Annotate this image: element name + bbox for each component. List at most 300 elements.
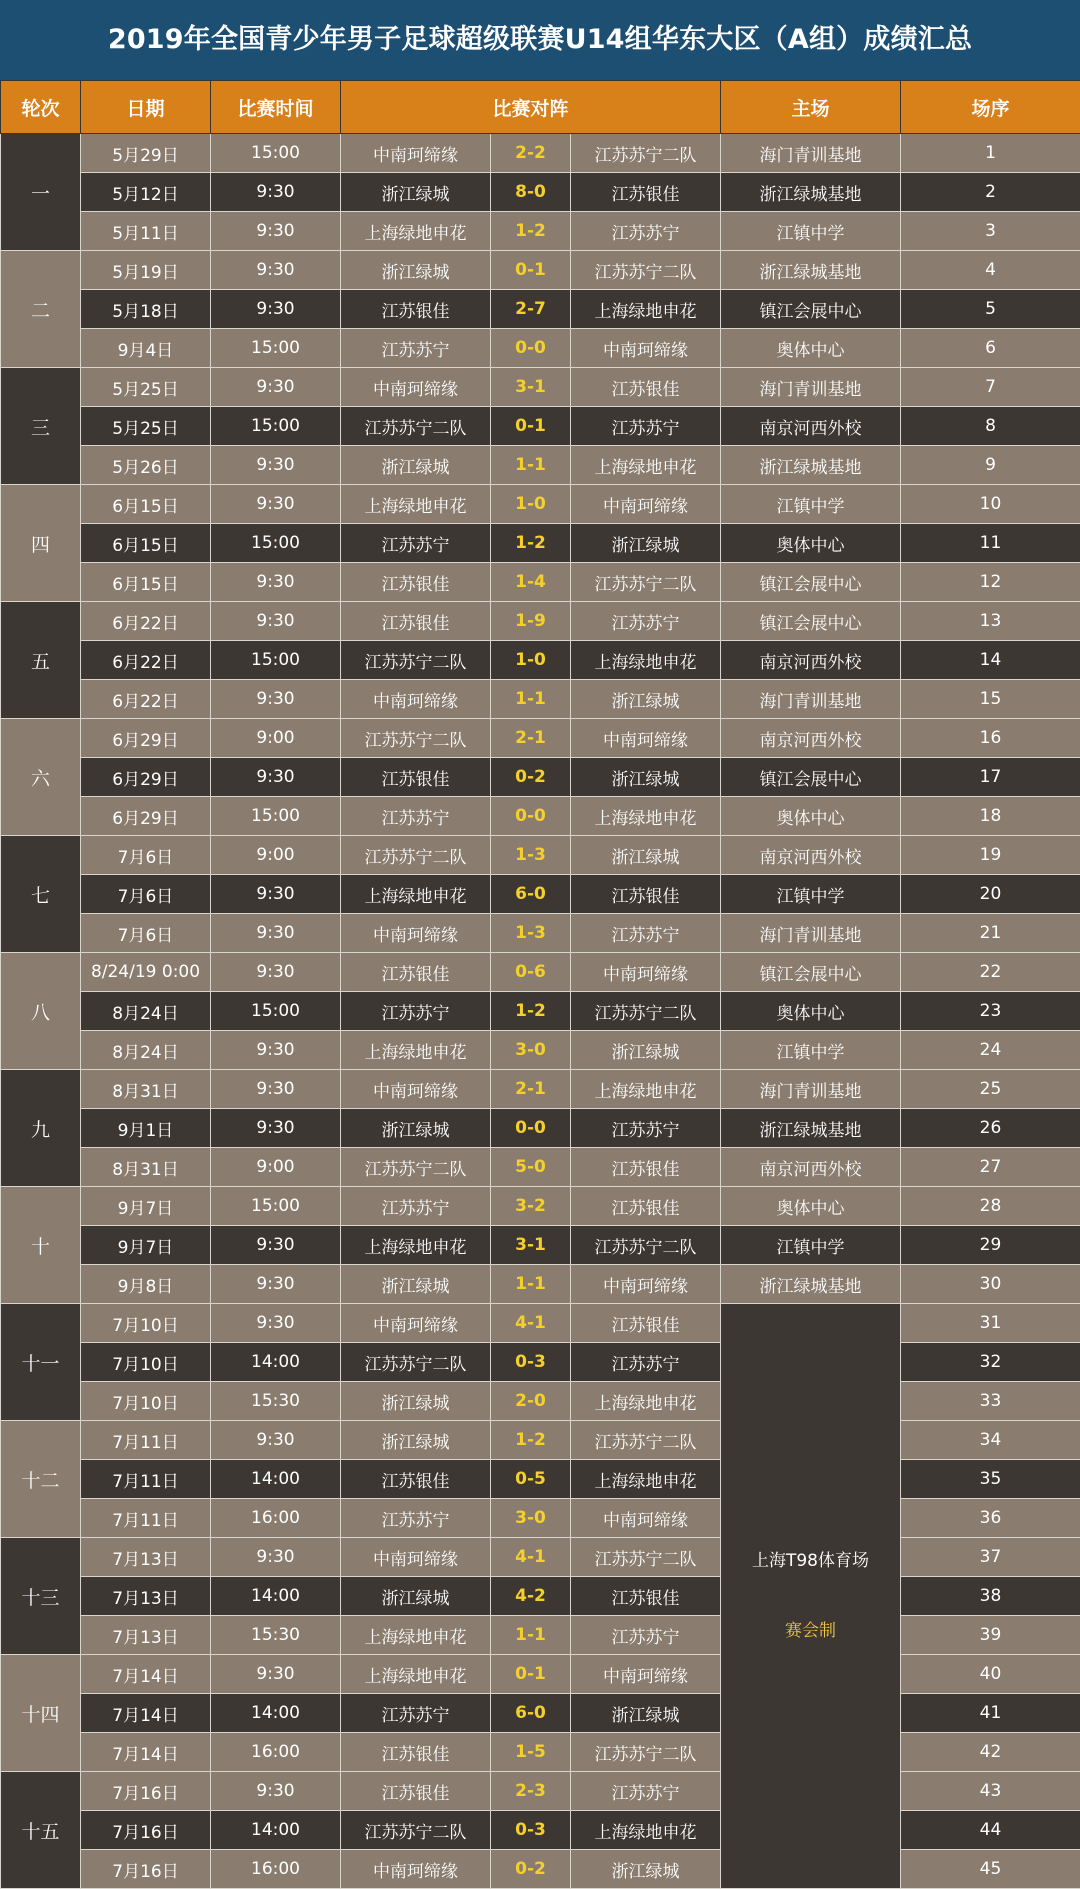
match-order: 44 <box>901 1811 1080 1850</box>
away-team: 江苏苏宁 <box>571 212 721 251</box>
away-team: 江苏苏宁 <box>571 407 721 446</box>
match-date: 7月13日 <box>81 1577 211 1616</box>
match-time: 9:30 <box>211 1421 341 1460</box>
away-team: 江苏苏宁 <box>571 1616 721 1655</box>
table-row <box>1 1109 1080 1148</box>
away-team: 江苏苏宁 <box>571 1109 721 1148</box>
match-time: 15:30 <box>211 1616 341 1655</box>
table-row <box>1 641 1080 680</box>
table-row <box>1 1577 1080 1616</box>
away-team: 上海绿地申花 <box>571 446 721 485</box>
home-team: 江苏苏宁二队 <box>341 1343 491 1382</box>
match-time: 9:30 <box>211 368 341 407</box>
away-team: 江苏苏宁 <box>571 1343 721 1382</box>
match-order: 41 <box>901 1694 1080 1733</box>
table-row <box>1 1226 1080 1265</box>
home-team: 江苏苏宁 <box>341 992 491 1031</box>
table-row <box>1 953 1080 992</box>
away-team: 江苏银佳 <box>571 368 721 407</box>
home-team: 浙江绿城 <box>341 173 491 212</box>
home-team: 浙江绿城 <box>341 1421 491 1460</box>
match-order: 27 <box>901 1148 1080 1187</box>
match-date: 6月22日 <box>81 680 211 719</box>
match-time: 9:30 <box>211 1304 341 1343</box>
away-team: 江苏银佳 <box>571 1187 721 1226</box>
match-order: 30 <box>901 1265 1080 1304</box>
away-team: 浙江绿城 <box>571 1031 721 1070</box>
match-score: 5-0 <box>491 1148 571 1187</box>
match-time: 9:00 <box>211 836 341 875</box>
match-score: 1-4 <box>491 563 571 602</box>
home-team: 江苏银佳 <box>341 758 491 797</box>
table-row <box>1 1733 1080 1772</box>
table-row <box>1 1187 1080 1226</box>
table-row <box>1 173 1080 212</box>
home-team: 江苏苏宁二队 <box>341 1148 491 1187</box>
match-order: 2 <box>901 173 1080 212</box>
match-date: 6月29日 <box>81 758 211 797</box>
match-venue: 南京河西外校 <box>721 641 901 680</box>
merged-venue-name: 上海T98体育场 <box>721 1547 900 1575</box>
round-cell: 二 <box>1 251 81 368</box>
match-order: 5 <box>901 290 1080 329</box>
home-team: 浙江绿城 <box>341 446 491 485</box>
match-order: 4 <box>901 251 1080 290</box>
match-order: 10 <box>901 485 1080 524</box>
match-order: 7 <box>901 368 1080 407</box>
match-order: 28 <box>901 1187 1080 1226</box>
away-team: 江苏苏宁二队 <box>571 563 721 602</box>
away-team: 上海绿地申花 <box>571 797 721 836</box>
match-time: 15:00 <box>211 797 341 836</box>
table-row <box>1 1382 1080 1421</box>
table-row <box>1 1772 1080 1811</box>
home-team: 中南珂缔缘 <box>341 1538 491 1577</box>
match-time: 16:00 <box>211 1850 341 1889</box>
match-venue: 江镇中学 <box>721 875 901 914</box>
away-team: 浙江绿城 <box>571 758 721 797</box>
home-team: 浙江绿城 <box>341 251 491 290</box>
match-score: 0-1 <box>491 1655 571 1694</box>
away-team: 江苏苏宁二队 <box>571 992 721 1031</box>
match-score: 0-2 <box>491 758 571 797</box>
home-team: 上海绿地申花 <box>341 1226 491 1265</box>
match-score: 2-1 <box>491 719 571 758</box>
match-venue: 奥体中心 <box>721 329 901 368</box>
match-venue: 海门青训基地 <box>721 134 901 173</box>
home-team: 江苏苏宁二队 <box>341 407 491 446</box>
merged-venue-cell <box>721 1304 901 1889</box>
table-row <box>1 563 1080 602</box>
header-matchup: 比赛对阵 <box>341 81 721 134</box>
home-team: 上海绿地申花 <box>341 485 491 524</box>
away-team: 浙江绿城 <box>571 680 721 719</box>
away-team: 江苏苏宁二队 <box>571 1421 721 1460</box>
match-date: 7月16日 <box>81 1772 211 1811</box>
match-score: 1-0 <box>491 485 571 524</box>
match-time: 16:00 <box>211 1499 341 1538</box>
match-score: 1-5 <box>491 1733 571 1772</box>
match-date: 5月29日 <box>81 134 211 173</box>
home-team: 浙江绿城 <box>341 1109 491 1148</box>
match-order: 20 <box>901 875 1080 914</box>
home-team: 江苏苏宁 <box>341 1187 491 1226</box>
home-team: 江苏苏宁二队 <box>341 836 491 875</box>
table-row <box>1 407 1080 446</box>
match-date: 5月25日 <box>81 407 211 446</box>
round-cell: 五 <box>1 602 81 719</box>
match-order: 16 <box>901 719 1080 758</box>
match-date: 8月24日 <box>81 992 211 1031</box>
match-date: 7月16日 <box>81 1850 211 1889</box>
match-score: 0-0 <box>491 1109 571 1148</box>
round-cell: 九 <box>1 1070 81 1187</box>
away-team: 浙江绿城 <box>571 836 721 875</box>
match-time: 9:30 <box>211 563 341 602</box>
away-team: 浙江绿城 <box>571 1694 721 1733</box>
match-date: 6月15日 <box>81 524 211 563</box>
match-time: 9:30 <box>211 914 341 953</box>
match-venue: 镇江会展中心 <box>721 290 901 329</box>
home-team: 江苏苏宁 <box>341 329 491 368</box>
match-time: 15:30 <box>211 1382 341 1421</box>
match-time: 9:30 <box>211 1070 341 1109</box>
home-team: 江苏苏宁二队 <box>341 641 491 680</box>
away-team: 江苏苏宁 <box>571 914 721 953</box>
match-time: 14:00 <box>211 1811 341 1850</box>
match-score: 1-1 <box>491 680 571 719</box>
match-time: 9:30 <box>211 1031 341 1070</box>
match-venue: 奥体中心 <box>721 1187 901 1226</box>
match-venue: 浙江绿城基地 <box>721 173 901 212</box>
away-team: 中南珂缔缘 <box>571 719 721 758</box>
match-venue: 镇江会展中心 <box>721 602 901 641</box>
match-order: 37 <box>901 1538 1080 1577</box>
match-score: 4-1 <box>491 1304 571 1343</box>
header-date: 日期 <box>81 81 211 134</box>
match-score: 3-0 <box>491 1031 571 1070</box>
match-score: 8-0 <box>491 173 571 212</box>
match-order: 43 <box>901 1772 1080 1811</box>
table-row <box>1 1343 1080 1382</box>
match-date: 6月15日 <box>81 485 211 524</box>
match-date: 9月8日 <box>81 1265 211 1304</box>
match-date: 9月1日 <box>81 1109 211 1148</box>
match-time: 14:00 <box>211 1577 341 1616</box>
match-venue: 南京河西外校 <box>721 719 901 758</box>
match-time: 15:00 <box>211 992 341 1031</box>
match-score: 1-2 <box>491 1421 571 1460</box>
match-time: 9:30 <box>211 173 341 212</box>
table-row <box>1 1616 1080 1655</box>
match-order: 42 <box>901 1733 1080 1772</box>
match-order: 31 <box>901 1304 1080 1343</box>
match-time: 14:00 <box>211 1460 341 1499</box>
header-order: 场序 <box>901 81 1080 134</box>
match-venue: 南京河西外校 <box>721 407 901 446</box>
match-order: 19 <box>901 836 1080 875</box>
match-venue: 江镇中学 <box>721 1226 901 1265</box>
match-order: 24 <box>901 1031 1080 1070</box>
match-score: 1-0 <box>491 641 571 680</box>
match-date: 8/24/19 0:00 <box>81 953 211 992</box>
match-date: 7月14日 <box>81 1694 211 1733</box>
match-order: 11 <box>901 524 1080 563</box>
match-order: 35 <box>901 1460 1080 1499</box>
match-venue: 镇江会展中心 <box>721 953 901 992</box>
away-team: 江苏苏宁二队 <box>571 1226 721 1265</box>
match-date: 6月22日 <box>81 602 211 641</box>
home-team: 江苏银佳 <box>341 563 491 602</box>
away-team: 江苏苏宁二队 <box>571 134 721 173</box>
away-team: 江苏苏宁 <box>571 1772 721 1811</box>
match-order: 33 <box>901 1382 1080 1421</box>
away-team: 中南珂缔缘 <box>571 953 721 992</box>
match-score: 3-2 <box>491 1187 571 1226</box>
home-team: 江苏苏宁 <box>341 1499 491 1538</box>
match-order: 40 <box>901 1655 1080 1694</box>
match-time: 15:00 <box>211 329 341 368</box>
home-team: 江苏银佳 <box>341 602 491 641</box>
away-team: 中南珂缔缘 <box>571 1265 721 1304</box>
round-cell: 十三 <box>1 1538 81 1655</box>
match-venue: 镇江会展中心 <box>721 758 901 797</box>
table-row <box>1 290 1080 329</box>
home-team: 江苏苏宁 <box>341 524 491 563</box>
match-time: 16:00 <box>211 1733 341 1772</box>
match-time: 15:00 <box>211 134 341 173</box>
header-time: 比赛时间 <box>211 81 341 134</box>
match-date: 7月11日 <box>81 1499 211 1538</box>
header-round: 轮次 <box>1 81 81 134</box>
match-score: 1-3 <box>491 836 571 875</box>
away-team: 江苏苏宁二队 <box>571 1733 721 1772</box>
match-score: 1-2 <box>491 524 571 563</box>
match-order: 34 <box>901 1421 1080 1460</box>
match-date: 7月10日 <box>81 1304 211 1343</box>
match-score: 1-1 <box>491 446 571 485</box>
table-row <box>1 680 1080 719</box>
match-order: 9 <box>901 446 1080 485</box>
match-date: 7月10日 <box>81 1343 211 1382</box>
match-score: 2-3 <box>491 1772 571 1811</box>
round-cell: 六 <box>1 719 81 836</box>
match-score: 1-9 <box>491 602 571 641</box>
match-venue: 南京河西外校 <box>721 836 901 875</box>
match-order: 15 <box>901 680 1080 719</box>
match-score: 0-6 <box>491 953 571 992</box>
table-row <box>1 524 1080 563</box>
match-date: 8月31日 <box>81 1070 211 1109</box>
table-row <box>1 1460 1080 1499</box>
away-team: 江苏苏宁二队 <box>571 251 721 290</box>
table-row <box>1 1655 1080 1694</box>
match-score: 1-2 <box>491 992 571 1031</box>
match-order: 25 <box>901 1070 1080 1109</box>
away-team: 上海绿地申花 <box>571 290 721 329</box>
match-time: 9:30 <box>211 1226 341 1265</box>
match-date: 7月14日 <box>81 1733 211 1772</box>
match-venue: 奥体中心 <box>721 524 901 563</box>
match-venue: 奥体中心 <box>721 992 901 1031</box>
home-team: 上海绿地申花 <box>341 1031 491 1070</box>
match-score: 0-3 <box>491 1343 571 1382</box>
match-venue: 江镇中学 <box>721 212 901 251</box>
home-team: 中南珂缔缘 <box>341 1070 491 1109</box>
match-time: 15:00 <box>211 1187 341 1226</box>
match-order: 6 <box>901 329 1080 368</box>
match-date: 6月29日 <box>81 719 211 758</box>
match-date: 7月13日 <box>81 1538 211 1577</box>
table-row <box>1 797 1080 836</box>
away-team: 中南珂缔缘 <box>571 1655 721 1694</box>
match-score: 3-1 <box>491 368 571 407</box>
match-date: 7月6日 <box>81 836 211 875</box>
home-team: 江苏苏宁 <box>341 797 491 836</box>
table-row <box>1 1304 1080 1343</box>
match-date: 7月14日 <box>81 1655 211 1694</box>
away-team: 上海绿地申花 <box>571 1460 721 1499</box>
table-row <box>1 1421 1080 1460</box>
away-team: 江苏苏宁 <box>571 602 721 641</box>
header-venue: 主场 <box>721 81 901 134</box>
table-row <box>1 212 1080 251</box>
match-date: 7月13日 <box>81 1616 211 1655</box>
match-time: 15:00 <box>211 524 341 563</box>
home-team: 上海绿地申花 <box>341 875 491 914</box>
match-score: 2-7 <box>491 290 571 329</box>
match-order: 17 <box>901 758 1080 797</box>
match-score: 2-2 <box>491 134 571 173</box>
away-team: 上海绿地申花 <box>571 1811 721 1850</box>
match-score: 2-1 <box>491 1070 571 1109</box>
match-date: 5月11日 <box>81 212 211 251</box>
match-venue: 海门青训基地 <box>721 914 901 953</box>
match-time: 9:30 <box>211 1265 341 1304</box>
away-team: 浙江绿城 <box>571 524 721 563</box>
home-team: 中南珂缔缘 <box>341 680 491 719</box>
match-date: 7月11日 <box>81 1460 211 1499</box>
table-row <box>1 914 1080 953</box>
round-cell: 十四 <box>1 1655 81 1772</box>
table-row <box>1 836 1080 875</box>
match-date: 6月22日 <box>81 641 211 680</box>
table-row <box>1 875 1080 914</box>
match-order: 23 <box>901 992 1080 1031</box>
home-team: 江苏银佳 <box>341 1772 491 1811</box>
match-venue: 镇江会展中心 <box>721 563 901 602</box>
table-row <box>1 1499 1080 1538</box>
match-order: 36 <box>901 1499 1080 1538</box>
match-score: 0-0 <box>491 329 571 368</box>
match-time: 14:00 <box>211 1343 341 1382</box>
round-cell: 十五 <box>1 1772 81 1889</box>
table-row <box>1 1811 1080 1850</box>
home-team: 中南珂缔缘 <box>341 1850 491 1889</box>
match-venue: 浙江绿城基地 <box>721 446 901 485</box>
match-date: 6月29日 <box>81 797 211 836</box>
match-time: 15:00 <box>211 407 341 446</box>
table-row <box>1 1031 1080 1070</box>
match-score: 0-5 <box>491 1460 571 1499</box>
page-title: 2019年全国青少年男子足球超级联赛U14组华东大区（A组）成绩汇总 <box>0 0 1080 80</box>
table-row <box>1 446 1080 485</box>
match-date: 5月19日 <box>81 251 211 290</box>
match-venue: 浙江绿城基地 <box>721 1109 901 1148</box>
match-score: 1-3 <box>491 914 571 953</box>
match-order: 39 <box>901 1616 1080 1655</box>
match-score: 3-1 <box>491 1226 571 1265</box>
match-score: 0-2 <box>491 1850 571 1889</box>
table-row <box>1 1148 1080 1187</box>
match-score: 6-0 <box>491 1694 571 1733</box>
table-row <box>1 602 1080 641</box>
table-row <box>1 758 1080 797</box>
table-row <box>1 992 1080 1031</box>
round-cell: 十二 <box>1 1421 81 1538</box>
home-team: 江苏苏宁二队 <box>341 1811 491 1850</box>
match-venue: 浙江绿城基地 <box>721 251 901 290</box>
match-score: 1-1 <box>491 1616 571 1655</box>
match-date: 7月6日 <box>81 875 211 914</box>
match-score: 3-0 <box>491 1499 571 1538</box>
away-team: 浙江绿城 <box>571 1850 721 1889</box>
match-venue: 江镇中学 <box>721 1031 901 1070</box>
match-date: 7月6日 <box>81 914 211 953</box>
round-cell: 十 <box>1 1187 81 1304</box>
match-time: 14:00 <box>211 1694 341 1733</box>
match-venue: 江镇中学 <box>721 485 901 524</box>
table-row <box>1 1850 1080 1889</box>
match-order: 3 <box>901 212 1080 251</box>
match-order: 18 <box>901 797 1080 836</box>
away-team: 江苏银佳 <box>571 173 721 212</box>
table-row <box>1 134 1080 173</box>
away-team: 江苏苏宁二队 <box>571 1538 721 1577</box>
merged-venue-note: 赛会制 <box>721 1617 900 1645</box>
match-time: 9:30 <box>211 875 341 914</box>
match-date: 5月25日 <box>81 368 211 407</box>
table-row <box>1 251 1080 290</box>
home-team: 浙江绿城 <box>341 1382 491 1421</box>
match-venue: 海门青训基地 <box>721 368 901 407</box>
round-cell: 七 <box>1 836 81 953</box>
match-time: 9:30 <box>211 758 341 797</box>
away-team: 中南珂缔缘 <box>571 485 721 524</box>
match-date: 6月15日 <box>81 563 211 602</box>
table-row <box>1 485 1080 524</box>
away-team: 江苏银佳 <box>571 1304 721 1343</box>
home-team: 上海绿地申花 <box>341 1616 491 1655</box>
match-date: 7月10日 <box>81 1382 211 1421</box>
match-time: 9:30 <box>211 680 341 719</box>
match-time: 9:30 <box>211 290 341 329</box>
match-order: 21 <box>901 914 1080 953</box>
round-cell: 一 <box>1 134 81 251</box>
match-score: 1-1 <box>491 1265 571 1304</box>
match-time: 9:30 <box>211 953 341 992</box>
match-score: 1-2 <box>491 212 571 251</box>
home-team: 上海绿地申花 <box>341 1655 491 1694</box>
match-date: 7月11日 <box>81 1421 211 1460</box>
away-team: 上海绿地申花 <box>571 641 721 680</box>
match-date: 8月31日 <box>81 1148 211 1187</box>
home-team: 中南珂缔缘 <box>341 368 491 407</box>
away-team: 上海绿地申花 <box>571 1070 721 1109</box>
round-cell: 十一 <box>1 1304 81 1421</box>
match-time: 9:30 <box>211 251 341 290</box>
match-order: 1 <box>901 134 1080 173</box>
